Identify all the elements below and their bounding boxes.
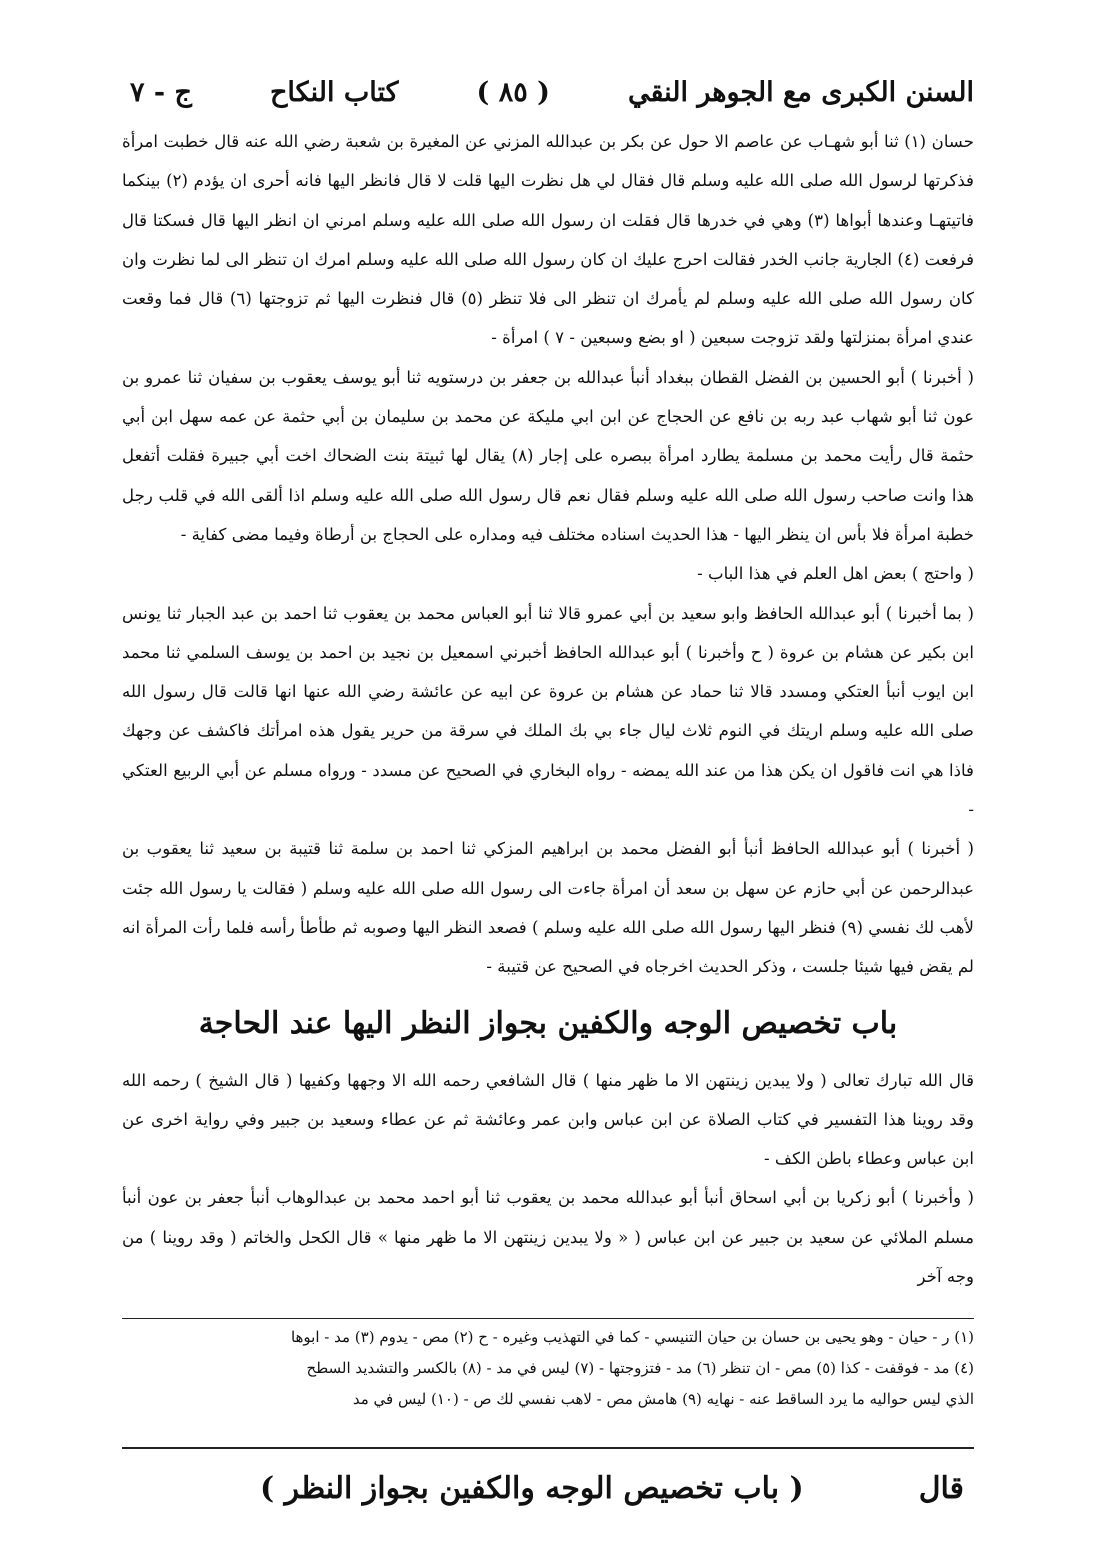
main-text	[122, 122, 974, 1296]
footnote-line-2: (٤) مد - فوقفت - كذا (٥) مص - ان تنظر (٦) مد - فتزوجتها - (٧) ليس في مد - (٨) بالكسر والتشديد السطح	[306, 1359, 974, 1377]
footnotes	[122, 1322, 974, 1415]
chapter-title: كتاب النكاح	[270, 76, 399, 108]
section-heading: باب تخصيص الوجه والكفين بجواز النظر اليها عند الحاجة	[198, 1005, 898, 1041]
bottom-rule	[122, 1447, 974, 1449]
paragraph-5: ( أخبرنا ) أبو عبدالله الحافظ أنبأ أبو الفضل محمد بن ابراهيم المزكي ثنا احمد بن سلمة ثنا قتيبة بن سعيد ثنا يعقوب بن عبدالرحمن عن أبي حازم عن سهل بن سعد أن امرأة جاءت الى رسول الله صلى الله عليه وسلم ( فقالت يا رسول الله جئت لأهب لك نفسي (٩) فنظر اليها رسول الله صلى الله عليه وسلم ) فصعد النظر اليها وصوبه ثم طأطأ رأسه فلما رأت المرأة انه لم يقض فيها شيئا جلست ، وذكر الحديث اخرجاه في الصحيح عن قتيبة -	[122, 839, 974, 977]
catchword: قال	[918, 1470, 964, 1506]
footnote-line-3: الذي ليس حواليه ما يرد الساقط عنه - نهايه (٩) هامش مص - لاهب نفسي لك ص - (١٠) ليس في مد	[352, 1390, 974, 1408]
paragraph-7: ( وأخبرنا ) أبو زكريا بن أبي اسحاق أنبأ أبو عبدالله محمد بن يعقوب ثنا أبو احمد محمد بن عبدالوهاب أنبأ جعفر بن عون أنبأ مسلم الملائي عن سعيد بن جبير عن ابن عباس ( « ولا يبدين زينتهن الا ما ظهر منها » قال الكحل والخاتم ( وقد روينا ) من وجه آخر	[122, 1188, 974, 1287]
paragraph-4: ( بما أخبرنا ) أبو عبدالله الحافظ وابو سعيد بن أبي عمرو قالا ثنا أبو العباس محمد بن يعقوب ثنا احمد بن عبد الجبار ثنا يونس ابن بكير عن هشام بن عروة ( ح وأخبرنا ) أبو عبدالله الحافظ أخبرني اسمعيل بن نجيد بن احمد بن يوسف السلمي ثنا محمد ابن ايوب أنبأ العتكي ومسدد قالا ثنا حماد عن هشام بن عروة عن ابيه عن عائشة رضي الله عنها انها قالت قال رسول الله صلى الله عليه وسلم اريتك في النوم ثلاث ليال جاء بي بك الملك في سرقة من حرير يقول هذه امرأتك فاكشف عن وجهك فاذا هي انت فاقول ان يكن هذا من عند الله يمضه - رواه البخاري في الصحيح عن مسدد - ورواه مسلم عن أبي الربيع العتكي -	[122, 603, 974, 820]
paragraph-1: حسان (١) ثنا أبو شهـاب عن عاصم الا حول عن بكر بن عبدالله المزني عن المغيرة بن شعبة رضي الله عنه قال خطبت امرأة فذكرتها لرسول الله صلى الله عليه وسلم قال فقال لي هل نظرت اليها قلت لا قال فانظر اليها فانه أحرى ان يؤدم (٢) بينكما فاتيتهـا وعندها أبواها (٣) وهي في خدرها قال فقلت ان رسول الله صلى الله عليه وسلم امرني ان انظر اليها قال فسكتا قال فرفعت (٤) الجارية جانب الخدر فقالت احرج عليك ان كان رسول الله صلى الله عليه وسلم امرك ان تنظر الى لما نظرت وان كان رسول الله صلى الله عليه وسلم لم يأمرك ان تنظر الى فلا تنظر (٥) قال فنظرت اليها ثم تزوجتها (٦) قال فما وقعت عندي امرأة بمنزلتها ولقد تزوجت سبعين ( او بضع وسبعين - ٧ ) امرأة -	[122, 132, 975, 348]
catchword-line	[260, 1458, 964, 1518]
page-number: ( ٨٥ )	[476, 76, 550, 108]
paragraph-6: قال الله تبارك تعالى ( ولا يبدين زينتهن الا ما ظهر منها ) قال الشافعي رحمه الله الا وجهها وكفيها ( قال الشيخ ) رحمه الله وقد روينا هذا التفسير في كتاب الصلاة عن ابن عباس وابن عمر وعائشة ثم عن عطاء وسعيد بن جبير وفي رواية اخرى عن ابن عباس وعطاء باطن الكف -	[122, 1070, 974, 1169]
footnote-separator	[122, 1318, 974, 1319]
page-header	[130, 68, 974, 116]
footnote-line-1: (١) ر - حيان - وهو يحيى بن حسان بن حيان التنيسي - كما في التهذيب وغيره - ح (٢) مص - يدوم (٣) مد - ابوها	[290, 1328, 974, 1346]
book-title: السنن الكبرى مع الجوهر النقي	[627, 76, 974, 108]
catchword-continuation: ( باب تخصيص الوجه والكفين بجواز النظر )	[260, 1470, 804, 1506]
volume-number: ج - ٧	[130, 76, 192, 108]
paragraph-2: ( أخبرنا ) أبو الحسين بن الفضل القطان ببغداد أنبأ عبدالله بن جعفر بن درستويه ثنا أبو يوسف يعقوب بن سفيان ثنا عمرو بن عون ثنا أبو شهاب عبد ربه بن نافع عن الحجاج عن ابن ابي مليكة عن محمد بن سليمان بن أبي حثمة عن عمه سهل ابن أبي حثمة قال رأيت محمد بن مسلمة يطارد امرأة ببصره على إجار (٨) يقال لها ثبيتة بنت الضحاك اخت أبي جبيرة فقلت أتفعل هذا وانت صاحب رسول الله صلى الله عليه وسلم فقال نعم قال رسول الله صلى الله عليه وسلم اذا ألقى الله في قلب رجل خطبة امرأة فلا بأس ان ينظر اليها - هذا الحديث اسناده مختلف فيه ومداره على الحجاج بن أرطاة وفيما مضى كفاية -	[122, 367, 974, 544]
paragraph-3: ( واحتج ) بعض اهل العلم في هذا الباب -	[697, 564, 974, 584]
